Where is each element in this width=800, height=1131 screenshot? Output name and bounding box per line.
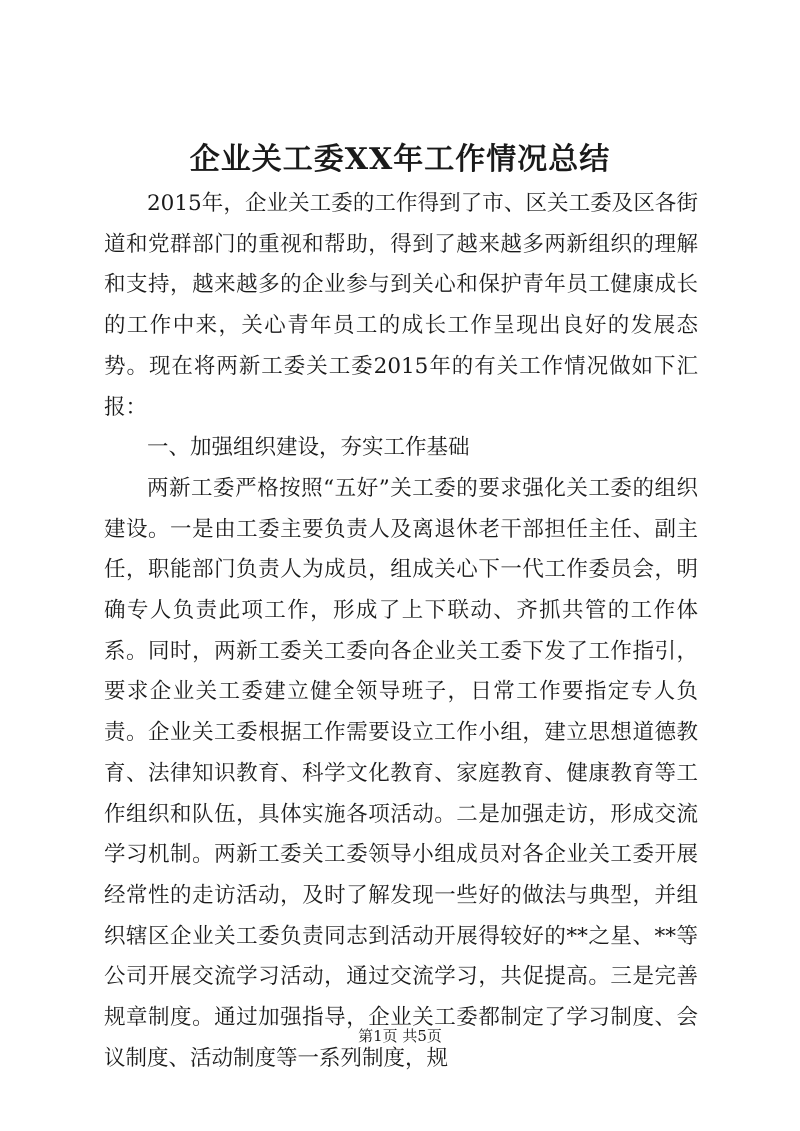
section-heading: 一、加强组织建设，夯实工作基础 xyxy=(147,435,470,461)
document-body xyxy=(104,184,698,1079)
section-paragraph: 两新工委严格按照“五好”关工委的要求强化关工委的组织建设。一是由工委主要负责人及离退休老干部担任主任、副主任，职能部门负责人为成员，组成关心下一代工作委员会，明确专人负责此项工作，形成了上下联动、齐抓共管的工作体系。同时，两新工委关工委向各企业关工委下发了工作指引，要求企业关工委建立健全领导班子，日常工作要指定专人负责。企业关工委根据工作需要设立工作小组，建立思想道德教育、法律知识教育、科学文化教育、家庭教育、健康教育等工作组织和队伍，具体实施各项活动。二是加强走访，形成交流学习机制。两新工委关工委领导小组成员对各企业关工委开展经常性的走访活动，及时了解发现一些好的做法与典型，并组织辖区企业关工委负责同志到活动开展得较好的**之星、**等公司开展交流学习活动，通过交流学习，共促提高。三是完善规章制度。通过加强指导，企业关工委都制定了学习制度、会议制度、活动制度等一系列制度，规 xyxy=(104,475,698,1071)
page-number: 第1页 共5页 xyxy=(358,1027,442,1045)
document-title: 企业关工委XX年工作情况总结 xyxy=(189,142,611,177)
intro-paragraph: 2015年，企业关工委的工作得到了市、区关工委及区各街道和党群部门的重视和帮助，得到了越来越多两新组织的理解和支持，越来越多的企业参与到关心和保护青年员工健康成长的工作中来，关心青年员工的成长工作呈现出良好的发展态势。现在将两新工委关工委2015年的有关工作情况做如下汇报： xyxy=(104,191,698,420)
